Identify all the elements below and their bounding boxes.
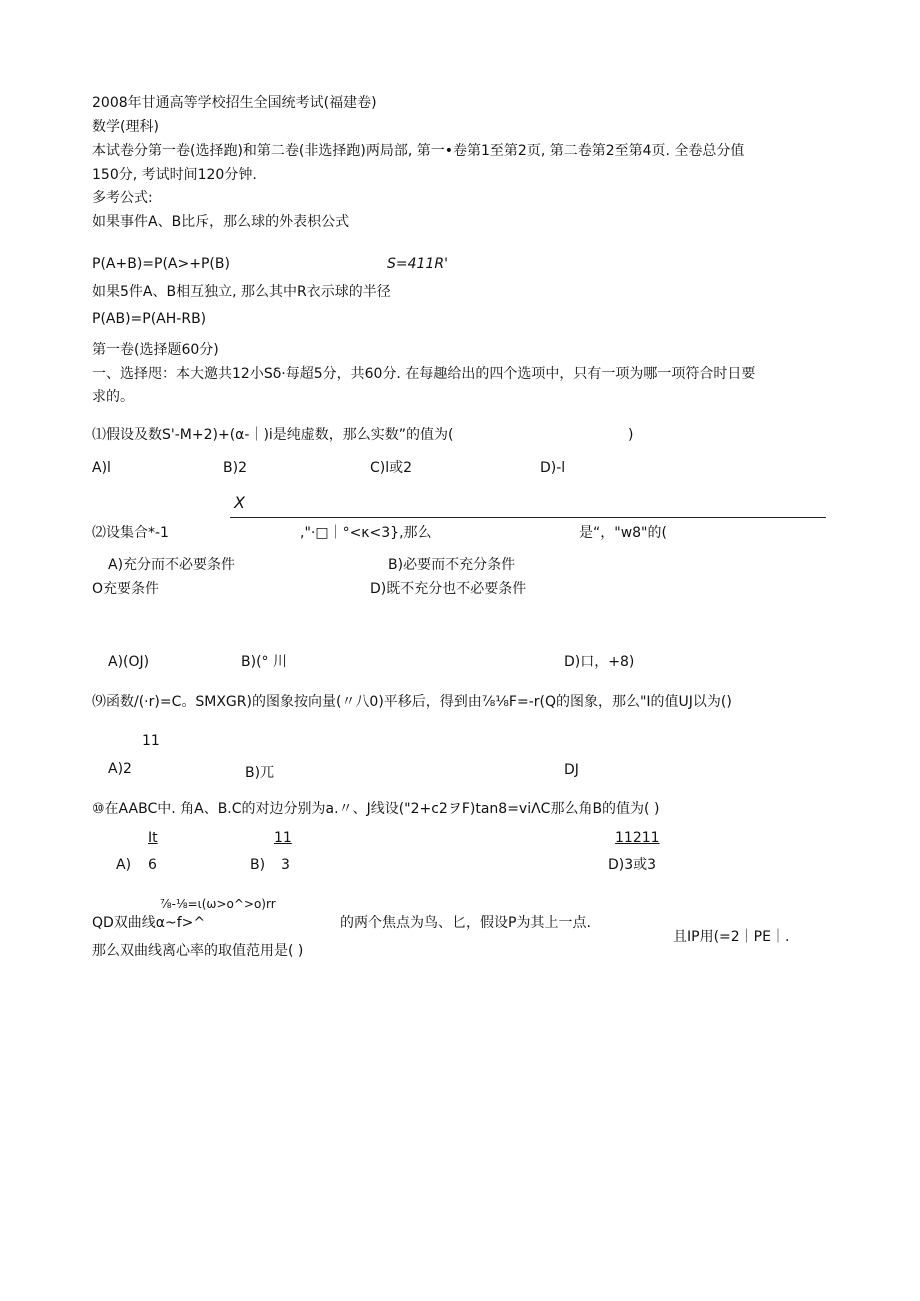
- q2-option-a: A)充分而不必要条件: [108, 557, 236, 573]
- q1-close-paren: ): [628, 427, 634, 443]
- q10-option-d: D)3或3: [608, 857, 657, 873]
- formula-prob-product: P(AB)=P(AH-RB): [92, 311, 207, 327]
- formula-sphere-area: S=411R': [387, 256, 448, 272]
- q11-stem-left: QD双曲线α~f>^: [92, 915, 206, 931]
- q9-stem: ⑼函数/(·r)=C。SMXGR)的图象按向量(〃八0)平移后，得到由⅞⅛F=-r(Q的图象，那么"I的值UJ以为(): [92, 694, 732, 710]
- exam-title: 2008年甘通高等学校招生全国统考试(福建卷): [92, 95, 377, 111]
- q10-a-denominator: 6: [148, 857, 157, 873]
- part1-instruction-2: 求的。: [92, 389, 134, 405]
- q11-stem-right: 且IP用(=2｜PE｜.: [673, 929, 790, 945]
- q10-d-numerator: 11211: [615, 830, 660, 846]
- q9-option-d: DJ: [564, 762, 579, 778]
- q2-option-d: D)既不充分也不必要条件: [370, 581, 527, 597]
- q1-option-d: D)-l: [540, 460, 566, 476]
- q1-option-b: B)2: [223, 460, 247, 476]
- q10-b-denominator: 3: [281, 857, 290, 873]
- q10-option-b-label: B): [250, 857, 266, 873]
- q11-line-2: 那么双曲线离心率的取值范用是( ): [92, 943, 304, 959]
- q2-option-c: O充要条件: [92, 581, 160, 597]
- formulas-heading: 多考公式:: [92, 190, 153, 206]
- q11-formula-top: ⅞-⅛=ι(ω>o^>o)rr: [160, 897, 276, 911]
- q2-stem-left: ⑵设集合*-1: [92, 525, 169, 541]
- q1-stem: ⑴假设及数S'-M+2)+(α-｜)i是纯虚数，那么实数”的值为(: [92, 427, 454, 443]
- part1-heading: 第一卷(选择题60分): [92, 342, 219, 358]
- formula-condition-a: 如果事件A、B比斥，那么球的外表枳公式: [92, 214, 350, 230]
- q2-stem-right: 是“，"w8"的(: [579, 525, 667, 541]
- q9-option-b: B)兀: [245, 765, 275, 781]
- formula-prob-sum: P(A+B)=P(A>+P(B): [92, 256, 230, 272]
- q2-stem-mid: ,"·□｜°<κ<3},那么: [300, 525, 432, 541]
- q8-option-d: D)口，+8): [564, 654, 635, 670]
- exam-subject: 数学(理科): [92, 119, 159, 135]
- q2-option-b: B)必要而不充分条件: [388, 557, 516, 573]
- q10-b-numerator: 11: [274, 830, 292, 846]
- intro-line-2: 150分, 考试时间120分钟.: [92, 167, 257, 183]
- q10-a-numerator: It: [148, 830, 158, 846]
- q9-option-a: A)2: [108, 761, 132, 777]
- q11-stem-mid: 的两个焦点为鸟、匕，假设P为其上一点.: [340, 915, 591, 931]
- q2-x-mark: X: [234, 493, 245, 512]
- formula-condition-b: 如果5件A、B相互独立, 那么其中R衣示球的半径: [92, 284, 391, 300]
- q8-option-a: A)(OJ): [108, 654, 150, 670]
- intro-line-1: 本试卷分第一卷(选择跑)和第二卷(非选择跑)两局部, 第一•卷第1至第2页, 第二卷第2至第4页. 全卷总分值: [92, 143, 745, 159]
- q8-option-b: B)(° 川: [241, 654, 287, 670]
- q10-option-a-label: A): [116, 857, 132, 873]
- q9-fraction-top: 11: [142, 733, 160, 749]
- q10-stem: ⑩在AABC中. 角A、B.C的对边分别为a.〃、J线设("2+c2ヲF)tan8=viΛC那么角B的值为( ): [92, 801, 660, 817]
- q1-option-a: A)l: [92, 460, 111, 476]
- q1-option-c: C)l或2: [370, 460, 413, 476]
- part1-instruction-1: 一、选择咫：本大邀共12小Sδ·每超5分，共60分. 在每趣给出的四个选项中，只有一项为哪一项符合时日要: [92, 366, 756, 382]
- q2-fraction-rule: [230, 517, 826, 518]
